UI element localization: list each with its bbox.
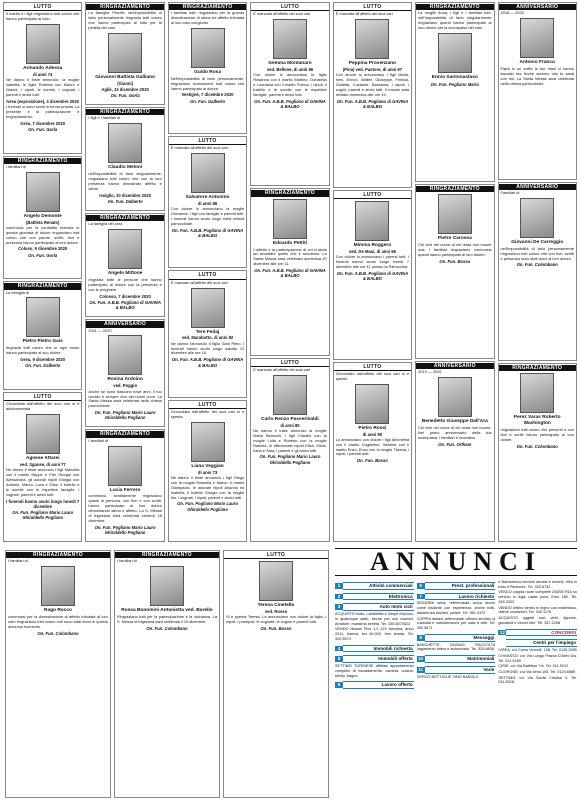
classified-ad: CUORGNÈ: c/o Via Ivrea 100. Tel. 0124.6589 <box>498 670 576 675</box>
category-title: Messaggi <box>425 634 496 642</box>
notice-intro: 2019 — 2020 <box>418 369 442 375</box>
category-title: Auto moto cicli <box>343 603 414 611</box>
obituary-notice <box>168 2 247 134</box>
funeral-home: On. Fun. Gorla <box>28 126 58 132</box>
deceased-name: Rosina Ardoino <box>107 377 143 383</box>
funeral-home: On. Fun. Colombano <box>37 630 79 636</box>
notice-text: Lo annunciano con dolore i figli Antonietta con il marito Guglielmo, Sabrina con il marito Enzo, Enzo con la moglie Tiziana, i nipoti, i parenti tutti. <box>335 436 410 457</box>
funeral-home: On. Fun. Dalberto <box>107 199 143 205</box>
funeral-home: On. Fun. Gorla <box>28 252 58 258</box>
notice-text: nell'impossibilità di farlo personalmente ringraziano tutti coloro che con fiori, scritti e presenza sono stati vicini al loro dolore. <box>500 245 574 261</box>
portrait-photo <box>108 229 142 269</box>
deceased-name: Antonio Franco <box>519 60 555 66</box>
notice-text: Nell'impossibilità di farlo personalmente, ringraziano riconoscenti tutti coloro che hanno partecipato al dolore. <box>170 75 245 91</box>
funeral-home: On. Fun. Colombano <box>146 625 188 631</box>
notice-heading: RINGRAZIAMENTO <box>115 552 219 558</box>
notice-text: Ne danno l'annuncio il figlio Gian Piero. I funerali hanno avuto luogo sabato 12 dicembre alle ore 10. <box>170 340 245 356</box>
notice-intro: È mancato all'affetto dei suoi cari <box>170 145 228 151</box>
category-header <box>335 681 414 689</box>
funeral-home: On. Fun. Bosso <box>356 458 388 464</box>
portrait-photo <box>355 201 389 241</box>
notice-intro: Circondato dall'affetto dei suoi cari si è spento <box>335 370 410 381</box>
obituary-notice <box>85 107 164 211</box>
classified-ad: IVREA: c/o Corso Vercelli, 138. Tel. 0125.2595 <box>498 648 577 653</box>
deceased-name: Rago Rocco <box>44 608 72 614</box>
notice-heading: LUTTO <box>169 272 246 279</box>
portrait-photo <box>438 377 472 417</box>
column-2 <box>85 2 164 542</box>
classifieds-column-1 <box>335 580 414 800</box>
category-title: Matrimoniali <box>425 655 496 663</box>
notice-text: Anche se sono trascorsi nove anni, il tuo ricordo è sempre vivo nei nostri cuori. La Santa Messa sarà celebrata nella chiesa parrocchiale. <box>88 388 162 409</box>
obituary-notice <box>333 190 412 360</box>
classified-ad: SETTIMO TORINESE affittasi appartamento completo di riscaldamento, camera, cucina, tinello, bagno. <box>335 664 414 678</box>
funeral-home: On. Fun. Gorla <box>110 93 140 99</box>
deceased-name: Ennio Santonastaso <box>431 74 478 80</box>
funeral-home: On. Fun. Dalberto <box>25 363 61 369</box>
category-header <box>417 666 496 674</box>
funeral-home: On. Fun. Ortham <box>438 441 472 447</box>
category-number: 1 <box>335 583 343 589</box>
notice-intro: La famiglia di <box>6 289 29 295</box>
notice-text: Ne danno il triste annuncio: la moglie Isabella, le figlie Roberta con Mauro e Gianni, i nipoti, le sorelle, i cognati, i parenti e amici tutti. <box>6 77 80 97</box>
funeral-home: On. Fun. Pogliano Mario Lauro Ghiraldello Pogliano <box>94 524 156 535</box>
lower-column <box>223 550 329 798</box>
notice-heading: ANNIVERSARIO <box>416 363 493 369</box>
notice-intro: Familiari di <box>500 189 520 195</box>
notice-heading: RINGRAZIAMENTO <box>169 4 246 10</box>
classified-ad: VENDO lettino bimbo in legno con materasso, ottime condizioni. Tel. 340.1176 <box>498 605 578 615</box>
obituary-notice <box>5 550 111 798</box>
deceased-name: Carlo Renzo Passerinaldi <box>261 416 319 422</box>
deceased-name: Edoardo Pettiti <box>272 240 308 246</box>
category-number: 6 <box>417 583 425 589</box>
notice-text: nell'impossibilità di farlo singolarmente, ringraziano tutti coloro che con la loro presenza hanno dimostrato affetto e stima. <box>88 171 162 191</box>
obituary-notice <box>114 550 220 798</box>
obituary-notice <box>3 156 82 280</box>
funeral-home: On. Fun. A.B.B. Pogliano di GAVINA & BALBO <box>254 268 326 279</box>
portrait-photo <box>438 194 472 234</box>
portrait-photo <box>191 28 225 68</box>
notice-heading: LUTTO <box>251 360 328 367</box>
category-number: 4 <box>335 646 343 652</box>
deceased-age: (Battista Renato) <box>25 219 60 225</box>
notice-heading: LUTTO <box>169 402 246 409</box>
category-header <box>335 655 414 663</box>
notice-text: Con amore lo annunciano i figli Maria, Ines, Enrico, Walter, Giuseppe, Fenisia, Guiditta, Costante, Bassiana, i nipoti, i cugini, parenti e amici tutti. Il rosario sarà recitato domenica alle ore 19. <box>335 72 410 97</box>
notice-text: Chi vive nel cuore di chi resta non muore. Nel primo anniversario della tua scomparsa, i familiari ti ricordano. <box>418 425 492 440</box>
obituary-notice <box>168 136 247 268</box>
obituary-notice <box>415 361 494 542</box>
notice-intro: La famiglia del caro <box>88 221 123 227</box>
notice-heading: ANNIVERSARIO <box>86 321 163 327</box>
obituary-notice <box>168 400 247 542</box>
funeral-home: On. Fun. A.B.B. Pogliano di GAVINA & BALBO <box>171 227 244 239</box>
classified-ad: SETTIMO: c/o Via Santa Cristina 3. Tel. 011.8028 <box>498 675 578 685</box>
obituary-notice <box>85 429 164 542</box>
deceased-name: Angelo Mittone <box>107 271 143 277</box>
deceased-age: (Gianni) <box>117 80 134 86</box>
deceased-name: Benedetto Giuseppe Dall'Ara <box>421 419 488 425</box>
classifieds-columns <box>335 580 577 800</box>
deceased-name: Liana Veggian <box>191 463 224 469</box>
notice-text: ringrazia tutte le persone che hanno partecipato al dolore con la presenza e con le preghiere. <box>88 277 162 292</box>
portrait-photo <box>438 33 472 73</box>
funeral-home: On. Fun. Pogliano Mario Lauro Ghiraldello Pogliano <box>259 454 321 465</box>
category-header <box>335 582 414 590</box>
portrait-photo <box>273 375 307 415</box>
portrait-photo <box>108 446 142 486</box>
notice-text: Si è spenta Teresa. La annunciano con dolore la figlia, i nipoti, i pronipoti, le cognate, le cugine e parenti tutti. <box>226 614 326 625</box>
category-header <box>335 593 414 601</box>
notice-text: L'affetto e la partecipazione di voi ci aiuta ad accettare quello che è successo. La Santa Messa sarà celebrata domenica 20 dicembre alle ore 11. <box>253 246 327 267</box>
deceased-name: Giovanni De Carreggio <box>511 239 564 245</box>
classifieds-column-2 <box>417 580 496 800</box>
category-header <box>335 645 414 653</box>
category-header <box>417 634 496 642</box>
notice-intro: I familiari di <box>117 558 137 564</box>
notice-heading: LUTTO <box>334 192 411 199</box>
deceased-name: Rossa Bonomini Antonietta ved. Borello <box>121 608 213 614</box>
obituary-notice <box>498 182 577 361</box>
deceased-name: Pietro Carossa <box>437 236 472 242</box>
portrait-photo <box>520 373 554 413</box>
funeral-home: On. Fun. A.B.B. Pogliano di GAVINA & BALBO <box>171 357 244 368</box>
notice-text: commossi, sentitamente ringraziano quanti di persona, con fiori e con scritti, hanno partecipato al loro dolore dimostrando stima e affetto. La S. Messa di trigesima sarà celebrata venerdì 18 dicembre. <box>88 493 162 523</box>
notice-intro: 2016 — 2020 <box>500 10 524 16</box>
obituary-notice <box>333 362 412 542</box>
portrait-photo <box>191 422 225 462</box>
deceased-age: ved. Sganse, di anni 77 <box>19 462 66 468</box>
notice-place-date: Issiglio, 10 dicembre 2020 <box>99 192 151 198</box>
classified-ad: COPPIA italiani, referenziati, offrono servizio di custodia e manutenzione per case e ville. Tel. 392.4671 <box>416 616 496 631</box>
notice-heading: RINGRAZIAMENTO <box>6 552 110 558</box>
deceased-name: Teresa Cinetello <box>257 603 295 609</box>
category-number: 7 <box>417 594 425 600</box>
obituary-notice <box>333 2 412 188</box>
category-number: 8 <box>417 635 425 641</box>
column-6 <box>415 2 494 542</box>
category-header <box>417 582 496 590</box>
category-number: 10 <box>418 656 424 662</box>
deceased-name: Gemma Montanaro <box>268 61 312 67</box>
portrait-photo <box>191 288 225 328</box>
classified-ad: BANCHETTE, DIVANO, RACCOLTA pagamento intero e autorizzato. Tel. 329.8836 <box>416 642 496 652</box>
obituary-notice <box>85 2 164 105</box>
notice-place-date: Agliè, 13 dicembre 2020 <box>101 86 149 92</box>
category-title: Elettronica <box>343 593 414 601</box>
notice-text: Con dolore lo annunciano la moglie Giovanna, i figli con famiglie e parenti tutti. I funerali hanno avuto luogo nella chiesa parrocchiale. <box>170 206 245 226</box>
classified-ad: VENDO Nissan Pixo 1.0 12V benzina, anno 2011, bianca, km 60.000, ben tenuta. Tel. 320.5574 <box>335 627 414 641</box>
deceased-name: Guido Rosa <box>194 69 222 75</box>
portrait-photo <box>150 566 184 606</box>
notice-heading: RINGRAZIAMENTO <box>499 365 576 371</box>
notice-heading: RINGRAZIAMENTO <box>251 190 328 196</box>
funeral-home: On. Fun. Pogliano Mario Lauro Ghiraldello Pogliano <box>12 510 74 521</box>
portrait-photo <box>520 18 554 58</box>
portrait-photo <box>273 199 307 239</box>
funeral-home: On. Fun. Pogliano Mario Lauro Ghiraldello Pogliano <box>94 410 156 421</box>
notice-date: Ivrea, 7 dicembre 2020 <box>20 120 66 126</box>
deceased-name: Agnese Attarei <box>25 456 60 462</box>
lower-column <box>5 550 111 798</box>
notice-heading: ANNIVERSARIO <box>499 184 576 190</box>
funeral-home: On. Fun. Colombano <box>516 443 558 449</box>
notice-text: Ne danno il triste annuncio i figli Diego con la moglie Rossella e Marco, il marito Giampaolo, le adorate nipoti Arianna ed Isabella, il fratello Giorgio con la moglie Iris, i cognati, i nipoti, parenti e amici tutti. <box>170 475 245 500</box>
deceased-name: Tere Fedaj <box>195 329 220 335</box>
deceased-name: Perez Varas Roberto Washington <box>513 415 561 427</box>
column-5 <box>333 2 412 542</box>
notice-text: commossi per la cordialità ricevuta in questa giornata di dolore ringraziano tutti coloro che con parole, scritti, fiori e presenza hanno partecipato al loro dolore. <box>6 224 80 245</box>
obituary-notice <box>415 2 494 182</box>
notice-text: ringraziano tutti coloro che presenti o con fiori e scritti hanno partecipato al loro dolore. <box>500 427 574 442</box>
obituary-notice <box>498 363 577 542</box>
category-title: Attività commerciali <box>343 582 414 590</box>
notice-place-date: I funerali hanno avuto luogo lunedì 7 dicembre <box>6 498 80 509</box>
notice-text: Ne danno il triste annuncio la moglie Maria Beninchi, i figli Claudio con la moglie Lidia e Roberto con la moglie Daniela, le affezionate nipoti Elisa, Silvia, Ilaria e Sara, i parenti e gli amici tutti. <box>253 428 327 453</box>
portrait-photo <box>26 24 60 64</box>
notice-place-date: Coloso, 9 dicembre 2020 <box>18 246 68 252</box>
deceased-name: Salvatore Antonino <box>185 195 230 201</box>
column-4 <box>250 2 329 542</box>
notice-heading: LUTTO <box>334 4 411 11</box>
classified-ad: VENDO coppia ruote complete 205/55 R16 su cerchio in lega, usate poco. Euro 180. Tel. 349.3322 <box>498 590 578 604</box>
deceased-name: Armando Adessa <box>23 66 63 71</box>
notice-intro: I familiari tutti, ringraziano per la grande dimostrazione di stima ed affetto tributata al loro caro congiunto <box>170 10 245 25</box>
category-header <box>335 603 414 611</box>
deceased-age: di anni 80 <box>280 422 300 428</box>
portrait-photo <box>520 198 554 238</box>
deceased-age: di anni 74 <box>33 71 53 77</box>
deceased-age: ved. Marabotto, di anni 92 <box>181 335 234 341</box>
deceased-age: di anni 90 <box>362 431 383 437</box>
deceased-age: ved. Rosso <box>264 609 288 615</box>
notice-place-date: Ivrea, 9 dicembre 2020 <box>20 357 66 363</box>
category-header <box>417 655 496 663</box>
notice-heading: RINGRAZIAMENTO <box>416 4 493 10</box>
notice-text: Papà in un soffio le tue mani ci hanno lasciato ma finché avremo vita tu sarai con noi. La Santa Messa sarà celebrata nella chiesa parrocchiale. <box>500 66 574 86</box>
deceased-name: Peppina Provenzano <box>348 61 396 67</box>
deceased-name: Mimma Roggero <box>353 242 392 248</box>
portrait-photo <box>355 384 389 424</box>
notice-extra: I funerali si sono svolti in forma privata. La presente è di partecipazione e ringraziamento. <box>6 103 80 119</box>
deceased-name: Giovanni Battista Galliano <box>95 74 155 80</box>
portrait-photo <box>191 153 225 193</box>
deceased-age: (Pina) ved. Pastore, di anni 97 <box>342 67 403 73</box>
classifieds-banner: ANNUNCI <box>335 548 577 576</box>
classified-ad: ACQUISTO moto, Lambretta e Vespe d'epoca, in qualunque stato, anche per uso ricambi. Amatore, massima serietà. Tel. 335.6070522 <box>335 612 414 626</box>
notice-heading: LUTTO <box>4 4 81 11</box>
funeral-home: On. Fun. Dalberto <box>189 98 226 104</box>
obituary-notice <box>250 2 329 186</box>
notices-grid <box>3 2 577 542</box>
portrait-photo <box>108 123 142 163</box>
notice-text: commossi per la dimostrazione di affetto tributata al loro caro ringraziano tutti coloro che sono stati vicini in questo doloroso momento. <box>8 614 108 629</box>
funeral-home: On. Fun. A.B.B. Pogliano di GAVINA & BALBO <box>336 270 409 281</box>
notice-text: ringrazia tutti coloro che in ogni modo hanno partecipato al suo dolore. <box>6 345 80 356</box>
notice-heading: LUTTO <box>251 4 328 11</box>
notice-text: Ne danno il triste annuncio i figli Marcella con il marito Beppe e Pier Giorgio con Alessandra, gli adorati nipoti Giorgia con Antonio, Marco, Luca e Elise, il fratello e le sorelle con le rispettive famiglie, i cognati, parenti e amici tutti. <box>6 467 80 497</box>
notice-intro: È mancata all'affetto dei suoi cari <box>253 11 311 17</box>
notice-heading: RINGRAZIAMENTO <box>4 283 81 289</box>
funeral-home: On. Fun. Pogliano Mario Lauro Ghiraldello Pogliano <box>177 501 239 512</box>
portrait-photo <box>26 297 60 337</box>
category-number: 9 <box>335 682 343 688</box>
funeral-home: On. Fun. A.B.B. Pogliano di GAVINA & BALBO <box>254 98 326 109</box>
deceased-age: di anni 86 <box>197 201 218 207</box>
column-1 <box>3 2 82 542</box>
notice-place-date: Vestignè, 7 dicembre 2020 <box>181 92 234 98</box>
deceased-age: ved. Bellone, di anni 96 <box>266 67 314 73</box>
notice-heading: RINGRAZIAMENTO <box>86 215 163 221</box>
classified-ad: CHIVASSO: c/o Via Lungo Piazza D'Armi 6/a. Tel. 011.9180 <box>498 653 578 663</box>
portrait-photo <box>41 566 75 606</box>
notice-heading: RINGRAZIAMENTO <box>416 186 493 192</box>
lower-left-notices-area <box>3 548 331 800</box>
notice-text: Chi vive nel cuore di chi resta non muore mai. I familiari ringraziano commossi quanti hanno partecipato al loro dolore. <box>418 242 492 257</box>
notice-place-date: Colosso, 7 dicembre 2020 <box>99 293 151 299</box>
obituary-notice <box>250 358 329 542</box>
obituary-notice <box>85 213 164 317</box>
category-title: Prest. professionali <box>425 582 496 590</box>
portrait-photo <box>273 19 307 59</box>
funeral-home: On. Fun. Bosso <box>260 626 292 632</box>
deceased-age: di anni 73 <box>197 469 218 475</box>
classified-ad: e Barbaresco vecchie annate e recenti, ritiro in tutto il Piemonte. Tel. 333.6732 <box>498 580 578 589</box>
category-title: CONCORSI <box>506 629 577 637</box>
notice-heading: RINGRAZIAMENTO <box>86 109 163 115</box>
portrait-photo <box>108 33 142 73</box>
notice-intro: È mancata all'affetto dei suoi cari <box>335 11 393 17</box>
notice-text: Ringraziano tutti per la partecipazione e la vicinanza. La S. Messa di trigesima sarà celebrata il 19 dicembre. <box>117 614 217 624</box>
notice-intro: 2011 — 2020 <box>88 327 112 333</box>
portrait-photo <box>108 335 142 375</box>
deceased-name: Pietro Rossi <box>358 425 387 431</box>
deceased-age: ved. De Masi, di anni 96 <box>348 248 396 254</box>
portrait-photo <box>26 414 60 454</box>
category-title: Immobili offerta <box>343 655 414 663</box>
category-title: Varie <box>425 666 496 674</box>
category-header <box>498 639 577 647</box>
notice-intro: I figli e i familiari di <box>88 115 121 121</box>
obituary-notice <box>168 270 247 398</box>
classified-ad: ACQUISTO oggetti vari, vinili, figurine, giocattoli e vecchi libri. Tel. 347.2208 <box>498 616 578 625</box>
notice-heading: LUTTO <box>334 364 411 371</box>
portrait-photo <box>259 561 293 601</box>
obituary-notice <box>3 281 82 390</box>
notice-intro: I familiari di <box>6 163 26 169</box>
obituary-notice <box>3 392 82 542</box>
classified-ad: SIGNORA seria, referenziata cerca lavoro come badante con esperienza, anche notti, assistenza anziani, pulizie. Tel. 351.2470 <box>416 601 496 615</box>
portrait-photo <box>26 172 60 212</box>
category-title: Centri per l'impiego <box>506 639 577 647</box>
category-number: 3 <box>335 604 343 610</box>
deceased-name: Angelo Demonte <box>23 213 62 219</box>
category-header <box>417 593 496 601</box>
category-number: 2 <box>335 594 343 600</box>
category-title: Lavoro offerto <box>343 681 414 689</box>
notice-intro: Circondata dall'affetto dei suoi cari si è addormentata <box>6 401 80 412</box>
portrait-photo <box>355 19 389 59</box>
classified-ad: CIRIÈ: c/o Via Battitore 7/a. Tel. 011.9212 <box>498 664 569 669</box>
notice-intro: Circondata dall'affetto dei suoi cari si è spenta <box>170 409 245 419</box>
deceased-name: Pietro Pietro Gais <box>22 339 63 345</box>
notice-intro: I familiari di <box>8 558 28 564</box>
category-number: 11 <box>418 666 424 672</box>
notice-intro: La moglie Anna, i figli e i familiari tutti, nell'impossibilità di farlo singolarmente ringraziano quanti hanno partecipato al loro dolore per la scomparsa del caro <box>418 10 492 30</box>
funeral-home: On. Fun. Colombano <box>516 262 558 268</box>
notice-heading: LUTTO <box>4 394 81 401</box>
notice-intro: È mancato all'affetto dei suoi cari <box>253 366 311 372</box>
obituary-notice <box>85 319 164 427</box>
funeral-home: On. Fun. A.B.B. Pogliano di GAVINA & BALBO <box>336 98 409 109</box>
lower-column <box>114 550 220 798</box>
obituary-notice <box>3 2 82 154</box>
category-title: Immobili richiesta <box>343 645 414 653</box>
notice-intro: È mancato all'affetto dei suoi cari <box>170 279 228 285</box>
notice-heading: RINGRAZIAMENTO <box>4 158 81 164</box>
classified-ad: CERCO BOTTIGLIE VINO BAROLO <box>416 674 479 679</box>
notice-intro: I familiari di <box>88 437 109 443</box>
column-7 <box>498 2 577 542</box>
column-3 <box>168 2 247 542</box>
deceased-age: ved. Poggio <box>113 383 137 389</box>
notice-place-date: Ivrea (esposizione), 3 dicembre 2020 <box>6 98 80 104</box>
notice-heading: RINGRAZIAMENTO <box>86 431 163 437</box>
notice-heading: RINGRAZIAMENTO <box>86 4 163 10</box>
notice-heading: ANNIVERSARIO <box>499 4 576 10</box>
deceased-name: Lucia Ferrero <box>109 487 141 493</box>
category-title: Lavoro richiesto <box>425 593 496 601</box>
notice-intro: Il marito e i figli ringraziano tutti coloro che hanno partecipato al lutto. <box>6 11 80 22</box>
obituary-notice <box>498 2 577 180</box>
category-number: 5 <box>335 656 343 662</box>
obituary-notice <box>415 184 494 359</box>
notice-text: Con dolore lo annunciano i parenti tutti. I funerali hanno avuto luogo lunedì 7 dicembre alle ore 11 presso la Parrocchia. <box>335 254 410 269</box>
obituary-notice <box>223 550 329 798</box>
notice-heading: LUTTO <box>224 552 328 559</box>
notice-heading: LUTTO <box>169 138 246 145</box>
deceased-name: Claudio Meloni <box>108 165 143 171</box>
classifieds-column-3 <box>498 580 577 800</box>
category-header <box>498 629 577 637</box>
category-number: 12 <box>499 629 505 635</box>
obituary-notice <box>250 188 329 355</box>
funeral-home: On. Fun. Bosso <box>439 258 471 264</box>
notice-intro: La famiglia Peruffo nell'impossibilità di farlo personalmente ringrazia tutti coloro che hanno partecipato al lutto per la perdita del caro <box>88 10 162 30</box>
notice-text: Con dolore lo annunciano le figlie Rosanna con il marito Martino, Donatella e Loredana con il marito Franco, i nipoti, il fratello e le sorelle con le rispettive famiglie, parenti e amici tutti. <box>253 72 327 97</box>
funeral-home: On. Fun. A.B.B. Pogliano di GAVINA & BALBO <box>89 300 161 311</box>
funeral-home: On. Fun. Pogliano Mario <box>430 81 479 87</box>
